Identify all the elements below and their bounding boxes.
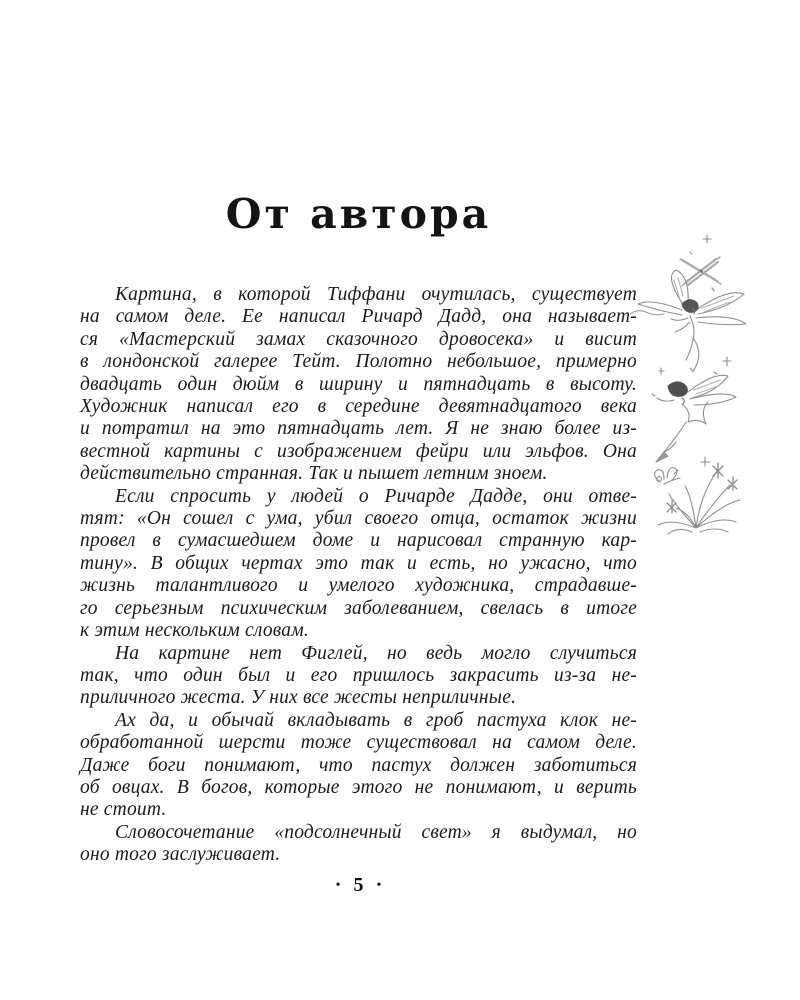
text-line: в лондонской галерее Тейт. Полотно небольшое, примерно xyxy=(80,351,637,373)
body-text xyxy=(80,284,637,867)
sparkle-icon xyxy=(701,457,710,466)
text-line: провел в сумасшедшем доме и нарисовал странную кар- xyxy=(80,530,637,552)
text-line: приличного жеста. У них все жесты неприличные. xyxy=(80,687,517,709)
text-line: Словосочетание «подсолнечный свет» я выдумал, но xyxy=(115,821,637,843)
text-line: вестной картины с изображением фейри или эльфов. Она xyxy=(80,440,637,462)
text-line: не стоит. xyxy=(80,799,167,821)
text-line: оно того заслуживает. xyxy=(80,844,281,866)
text-line: и потратил на это пятнадцать лет. Я не знаю более из- xyxy=(80,418,637,440)
text-line: Картина, в которой Тиффани очутилась, существует xyxy=(115,284,637,305)
text-line: обработанной шерсти тоже существовал на самом деле. xyxy=(80,732,637,754)
flower-plant-icon xyxy=(658,463,740,534)
text-line: действительно странная. Так и пышет летним зноем. xyxy=(80,463,548,485)
text-line: об овцах. В богов, которые этого не понимают, и верить xyxy=(80,776,637,798)
text-line: ся «Мастерский замах сказочного дровосека» и висит xyxy=(80,328,637,350)
footer-bullet-right: • xyxy=(376,878,382,893)
text-line: Ах да, и обычай вкладывать в гроб пастуха клок не- xyxy=(115,709,637,731)
text-line: на самом деле. Ее написал Ричард Дадд, она называет- xyxy=(80,306,637,328)
text-line: к этим нескольким словам. xyxy=(80,620,309,642)
page-number xyxy=(80,874,637,897)
text-line: го серьезным психическим заболеванием, свелась в итоге xyxy=(80,597,637,619)
sparkle-icon xyxy=(703,235,711,243)
footer-page-number: 5 xyxy=(353,874,364,896)
footer-bullet-left: • xyxy=(335,878,341,893)
crouching-fairy-icon xyxy=(652,375,736,462)
text-line: тят: «Он сошел с ума, убил своего отца, остаток жизни xyxy=(80,508,637,530)
text-line: двадцать один дюйм в ширину и пятнадцать в высоту. xyxy=(80,373,637,395)
butterfly-icon xyxy=(655,468,680,484)
text-line: На картине нет Фиглей, но ведь могло случиться xyxy=(115,642,637,664)
fairy-sketch-illustration xyxy=(630,226,796,546)
text-line: тину». В общих чертах это так и есть, но ужасно, что xyxy=(80,552,637,574)
text-line: Даже боги понимают, что пастух должен заботиться xyxy=(80,754,637,776)
text-line: так, что один был и его пришлось закрасить из-за не- xyxy=(80,664,637,686)
page-title: От автора xyxy=(225,190,492,238)
text-line: жизнь талантливого и умелого художника, страдавше- xyxy=(80,575,637,597)
text-line: Художник написал его в середине девятнадцатого века xyxy=(80,396,637,418)
text-line: Если спросить у людей о Ричарде Дадде, они отве- xyxy=(115,485,637,507)
